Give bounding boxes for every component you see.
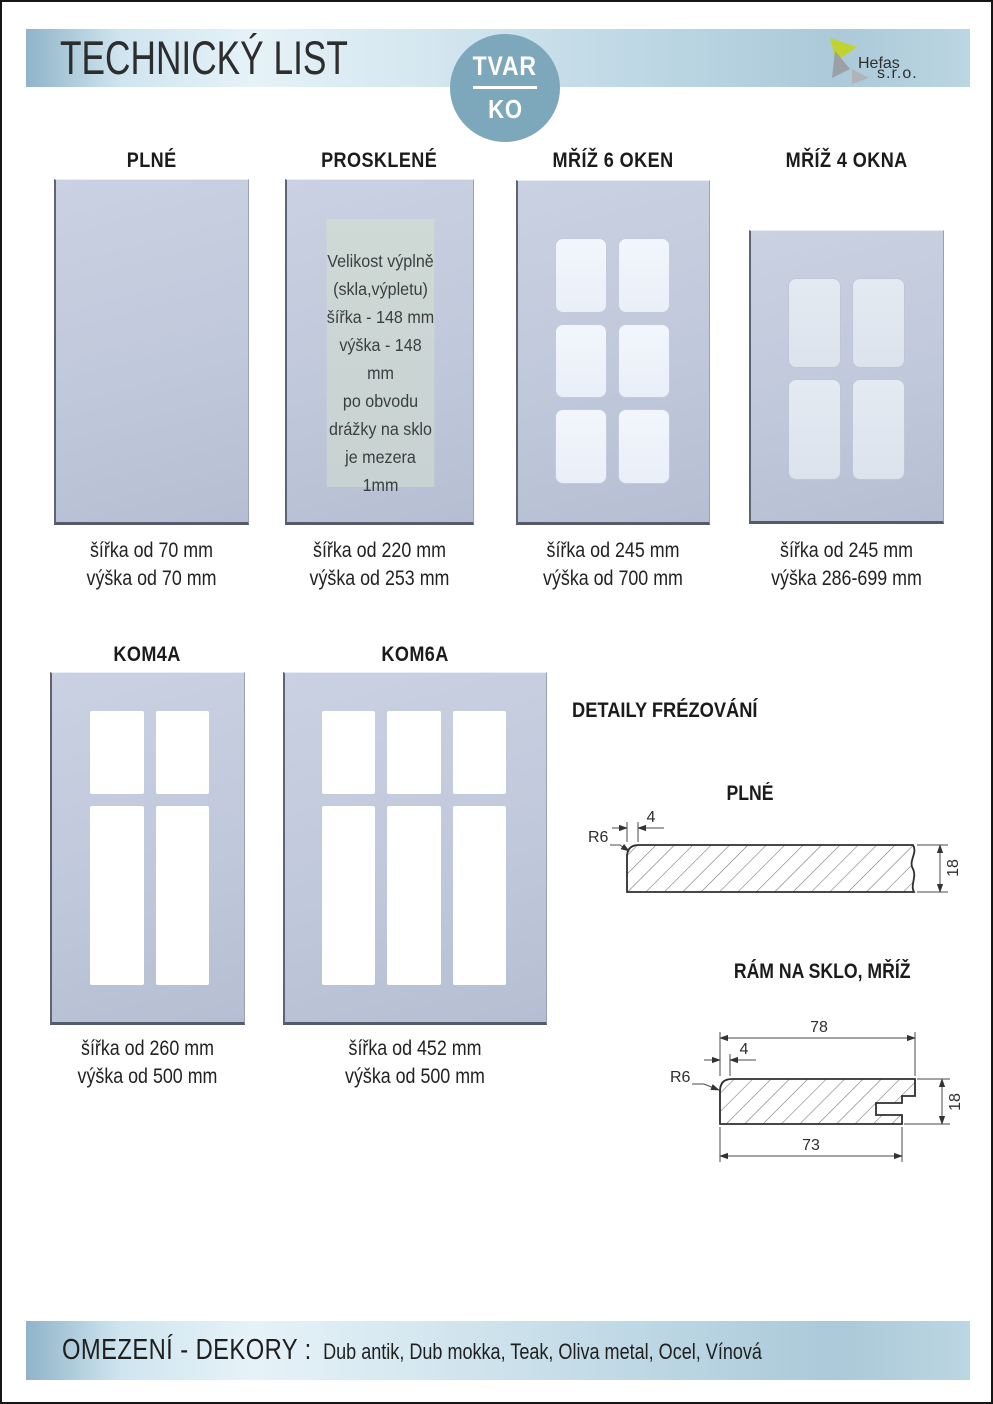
glass-note-line: 1mm xyxy=(362,475,399,495)
detail-ram-label: RÁM NA SKLO, MŘÍŽ xyxy=(733,960,911,983)
caption-mriz6: šířka od 245 mm výška od 700 mm xyxy=(543,539,683,590)
caption-kom4a: šířka od 260 mm výška od 500 mm xyxy=(77,1037,218,1088)
logo-triangle-green xyxy=(830,38,857,61)
door-prosklene xyxy=(285,179,474,525)
caption-kom6a: šířka od 452 mm výška od 500 mm xyxy=(345,1037,485,1088)
logo-name-text: Hefas xyxy=(858,55,900,72)
dimension-label: 18 xyxy=(945,859,962,877)
dimension-label: R6 xyxy=(588,829,609,846)
dimension-label: 73 xyxy=(802,1137,820,1154)
heading-prosklene: PROSKLENÉ xyxy=(321,148,438,172)
page-title-text: TECHNICKÝ LIST xyxy=(60,31,348,84)
glass-note-line: šířka - 148 mm xyxy=(326,307,435,327)
badge-top-label: TVAR xyxy=(472,51,538,81)
dimension-label: 4 xyxy=(739,1041,749,1058)
caption-mriz4: šířka od 245 mm výška 286-699 mm xyxy=(771,539,922,590)
footer-label: OMEZENÍ - DEKORY : xyxy=(62,1334,312,1366)
glass-note-line: po obvodu xyxy=(342,391,419,411)
window-pane xyxy=(322,806,375,985)
window-pane xyxy=(453,711,506,794)
window-pane xyxy=(453,806,506,985)
heading-kom4a: KOM4A xyxy=(113,642,182,666)
profile-plne-shape xyxy=(627,845,914,892)
heading-mriz6: MŘÍŽ 6 OKEN xyxy=(552,148,674,172)
window-pane xyxy=(90,711,144,794)
page-title xyxy=(60,29,444,87)
footer-band xyxy=(26,1321,970,1380)
profile-ram-shape xyxy=(720,1079,915,1124)
window-pane xyxy=(322,711,375,794)
detail-plne-label: PLNÉ xyxy=(726,782,774,805)
door-kom6a xyxy=(283,672,547,1025)
window-pane xyxy=(156,806,210,985)
window-pane xyxy=(788,379,841,480)
window-pane xyxy=(852,379,905,480)
heading-plne: PLNÉ xyxy=(126,148,177,172)
glass-note-line: výška - 148 mm xyxy=(339,335,422,383)
dimension-label: R6 xyxy=(670,1069,691,1086)
hefas-logo-icon xyxy=(814,30,949,90)
window-pane xyxy=(788,278,841,368)
details-heading: DETAILY FRÉZOVÁNÍ xyxy=(572,698,758,722)
caption-prosklene: šířka od 220 mm výška od 253 mm xyxy=(309,539,450,590)
door-kom4a xyxy=(50,672,245,1025)
dimension-label: 4 xyxy=(646,809,656,826)
badge-bottom-label: KO xyxy=(487,94,523,124)
glass-note-line: je mezera xyxy=(345,447,416,467)
badge-divider xyxy=(473,86,537,89)
caption-plne: šířka od 70 mm výška od 70 mm xyxy=(86,539,217,590)
window-pane xyxy=(555,324,607,399)
window-pane xyxy=(618,409,670,484)
window-pane xyxy=(852,278,905,368)
door-mriz6 xyxy=(516,180,710,525)
window-pane xyxy=(618,324,670,399)
glass-note-panel xyxy=(326,219,435,495)
window-pane xyxy=(156,711,210,794)
window-pane xyxy=(618,238,670,313)
window-pane xyxy=(387,711,440,794)
window-pane xyxy=(90,806,144,985)
door-plne xyxy=(54,179,249,525)
glass-note-line: (skla,výpletu) xyxy=(333,279,428,299)
heading-kom6a: KOM6A xyxy=(381,642,449,666)
shape-badge xyxy=(450,34,560,142)
door-mriz4 xyxy=(749,230,944,524)
window-pane xyxy=(555,409,607,484)
glass-note-line: drážky na sklo xyxy=(329,419,432,439)
glass-note-line: Velikost výplně xyxy=(327,251,434,271)
heading-mriz4: MŘÍŽ 4 OKNA xyxy=(785,148,908,172)
detail-drawing-ram xyxy=(572,1002,982,1172)
dimension-label: 18 xyxy=(947,1093,964,1111)
footer-values: Dub antik, Dub mokka, Teak, Oliva metal, Ocel, Vínová xyxy=(323,1339,762,1364)
footer-line xyxy=(62,1334,762,1367)
window-pane xyxy=(387,806,440,985)
dimension-label: 78 xyxy=(810,1019,828,1036)
window-pane xyxy=(555,238,607,313)
logo-suffix-text: s.r.o. xyxy=(877,65,918,82)
detail-drawing-plne xyxy=(572,800,982,908)
